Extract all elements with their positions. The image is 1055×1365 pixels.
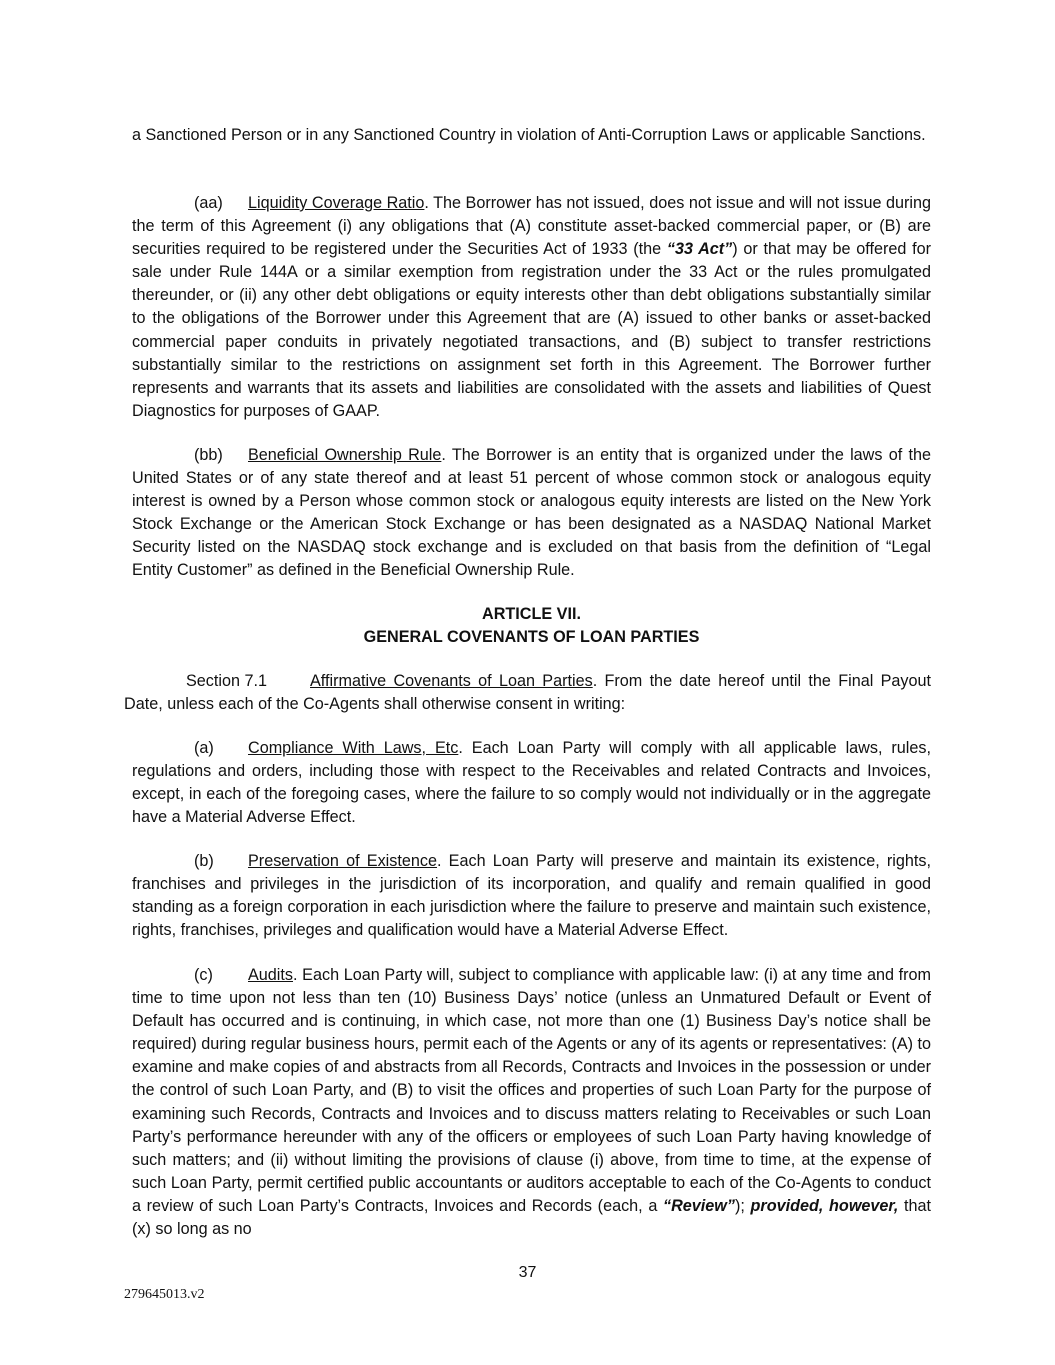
page-number: 37 <box>518 1264 537 1281</box>
clause-label: (a) <box>194 739 214 757</box>
clause-heading: Audits <box>248 966 293 984</box>
clause-label: (aa) <box>194 194 223 212</box>
paragraph-sanctions-continued <box>132 124 931 147</box>
document-id: 279645013.v2 <box>124 1287 205 1302</box>
clause-heading: Beneficial Ownership Rule <box>248 446 442 464</box>
article-title: GENERAL COVENANTS OF LOAN PARTIES <box>363 628 700 646</box>
defined-term: “33 Act” <box>666 240 733 259</box>
section-heading: Affirmative Covenants of Loan Parties <box>310 672 593 690</box>
paragraph-text: . The Borrower is an entity that is organized under the laws of the United States or of any state thereof and at least 51 percent of whose common stock or analogous equity interest is owned by a Person whose common stock or analogous equity interests are listed on the New York Stock Exchange or the American Stock Exchange or has been designated as a NASDAQ National Market Security listed on the NASDAQ stock exchange and is excluded on that basis from the definition of “Legal Entity Customer” as defined in the Beneficial Ownership Rule. <box>132 446 931 580</box>
paragraph-aa <box>132 192 931 423</box>
clause-heading: Compliance With Laws, Etc <box>248 739 459 757</box>
paragraph-text: ) or that may be offered for sale under Rule 144A or a similar exemption from registration under the 33 Act or the rules promulgated thereunder, or (ii) any other debt obligations or equity interests other than debt obligations substantially similar to the obligations of the Borrower under this Agreement that are (A) issued to other banks or asset-backed commercial paper conduits in privately negotiated transactions, and (B) subject to transfer restrictions substantially similar to the restrictions on assignment set forth in this Agreement. The Borrower further represents and warrants that its assets and liabilities are consolidated with the assets and liabilities of Quest Diagnostics for purposes of GAAP. <box>132 240 931 420</box>
paragraph-section-7-1 <box>124 670 931 716</box>
proviso-term: provided, however, <box>750 1196 899 1215</box>
clause-label: (bb) <box>194 446 223 464</box>
paragraph-text: a Sanctioned Person or in any Sanctioned Country in violation of Anti-Corruption Laws or applicable Sanctions. <box>132 126 926 144</box>
clause-label: (c) <box>194 966 213 984</box>
paragraph-bb <box>132 444 931 583</box>
paragraph-text: ); <box>734 1196 751 1215</box>
section-label: Section 7.1 <box>186 672 267 690</box>
paragraph-a <box>132 737 931 829</box>
paragraph-b <box>132 850 931 942</box>
paragraph-c <box>132 964 931 1241</box>
clause-label: (b) <box>194 852 214 870</box>
clause-heading: Liquidity Coverage Ratio <box>248 194 425 212</box>
paragraph-text: . Each Loan Party will comply with all applicable laws, rules, regulations and orders, including those with respect to the Receivables and related Contracts and Invoices, except, in each of the foregoing cases, where the failure to so comply would not individually or in the aggregate have a Material Adverse Effect. <box>132 739 931 827</box>
defined-term: “Review” <box>663 1196 735 1215</box>
clause-heading: Preservation of Existence <box>248 852 437 870</box>
article-number: ARTICLE VII. <box>482 605 581 623</box>
paragraph-text: . Each Loan Party will, subject to compliance with applicable law: (i) at any time and from time to time upon not less than ten (10) Business Days’ notice (unless an Unmatured Default or Event of Default has occurred and is continuing, in which case, not more than one (1) Business Day’s notice shall be required) during regular business hours, permit each of the Agents or any of its agents or representatives: (A) to examine and make copies of and abstracts from all Records, Contracts and Invoices in the possession or under the control of such Loan Party, and (B) to visit the offices and properties of such Loan Party for the purpose of examining such Records, Contracts and Invoices and to discuss matters relating to Receivables or such Loan Party’s performance hereunder with any of the officers or employees of such Loan Party having knowledge of such matters; and (ii) without limiting the provisions of clause (i) above, from time to time, at the expense of such Loan Party, permit certified public accountants or auditors acceptable to each of the Co-Agents to conduct a review of such Loan Party’s Contracts, Invoices and Records (each, a <box>132 966 932 1215</box>
paragraph-text: that (x) so long as no <box>132 1196 931 1239</box>
paragraph-text: . Each Loan Party will preserve and maintain its existence, rights, franchises and privileges in the jurisdiction of its incorporation, and qualify and remain qualified in good standing as a foreign corporation in each jurisdiction where the failure to preserve and maintain such existence, rights, franchises, privileges and qualification would have a Material Adverse Effect. <box>132 852 931 940</box>
paragraph-text: . From the date hereof until the Final Payout Date, unless each of the Co-Agents shall otherwise consent in writing: <box>124 672 931 714</box>
paragraph-text: . The Borrower has not issued, does not issue and will not issue during the term of this Agreement (i) any obligations that (A) constitute asset-backed commercial paper, or (B) are securities required to be registered under the Securities Act of 1933 (the <box>132 194 932 259</box>
